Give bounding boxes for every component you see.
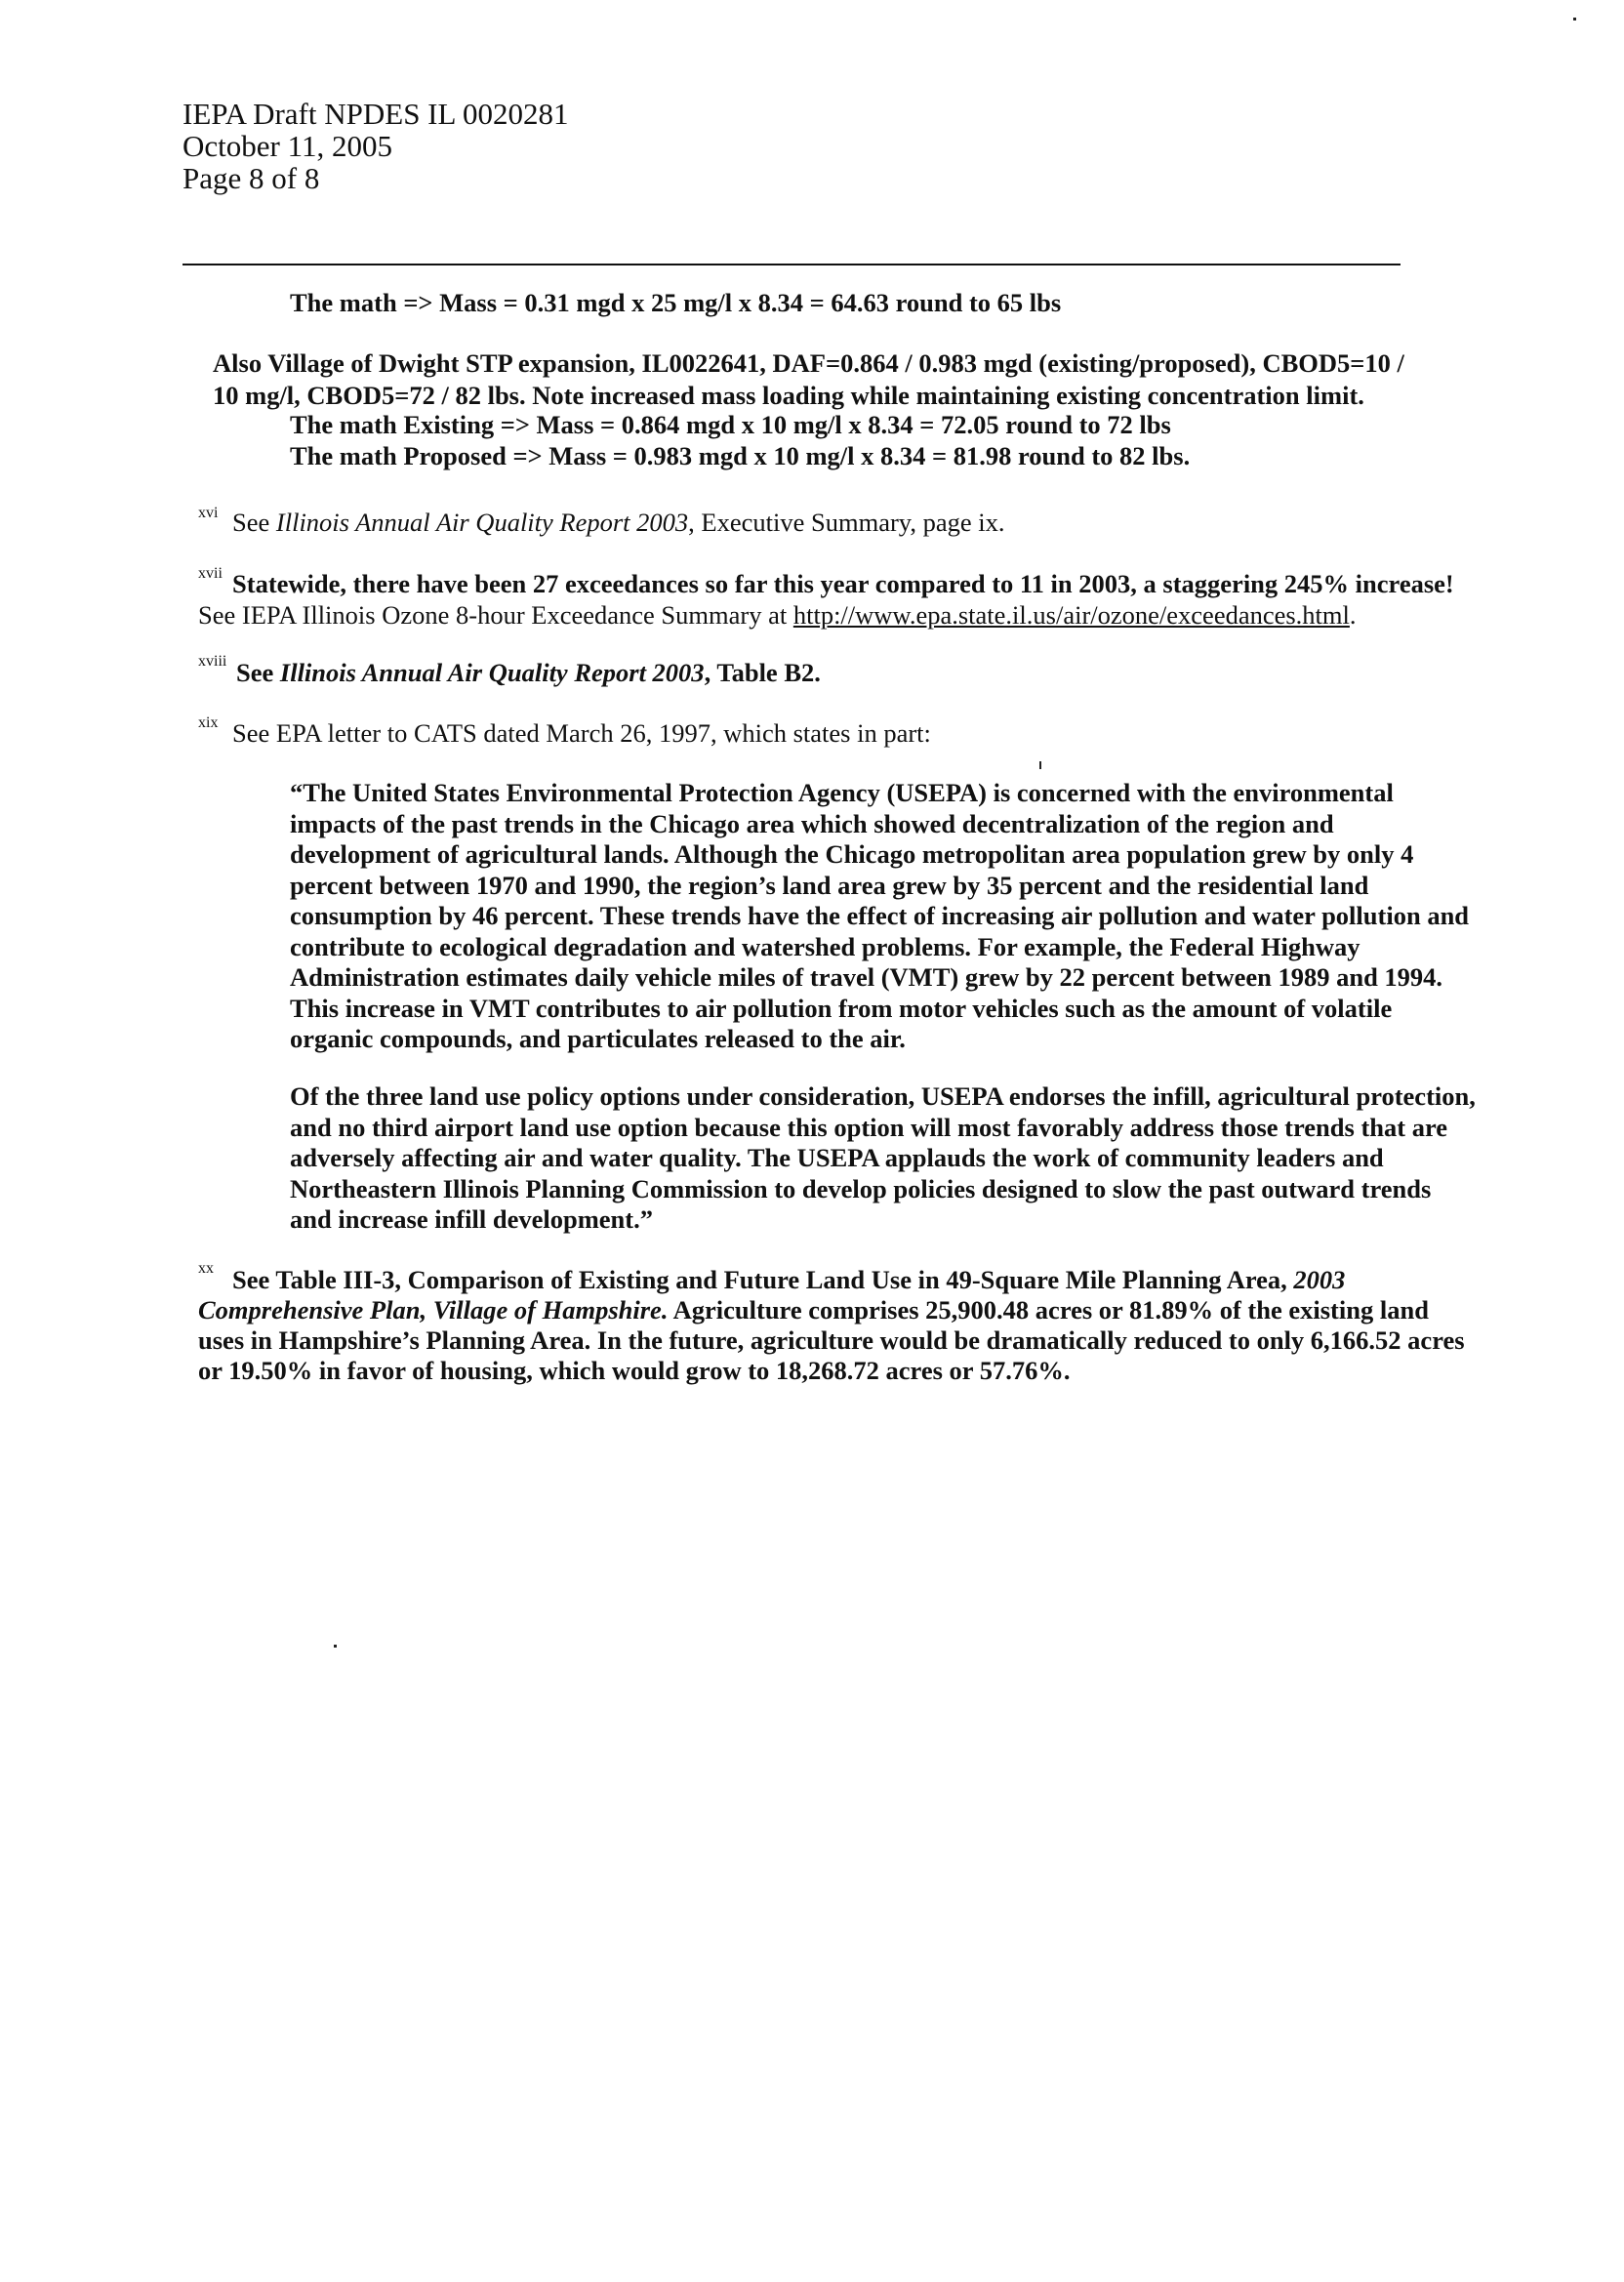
math-mass-calculation: The math => Mass = 0.31 mgd x 25 mg/l x 8.34 = 64.63 round to 65 lbs [290,288,1062,317]
quote-line: adversely affecting air and water quality. The USEPA applauds the work of community leaders and [290,1143,1384,1172]
scan-speck [1573,18,1576,20]
quote-line: Northeastern Illinois Planning Commission to develop policies designed to slow the past outward trends [290,1173,1432,1203]
exceedances-url-link[interactable]: http://www.epa.state.il.us/air/ozone/exceedances.html [792,600,1350,630]
endnote-xviii-prefix: See [236,658,280,687]
endnote-xvii-line-2 [198,600,1357,630]
endnote-xvii-line-2-suffix: . [1349,600,1357,630]
endnote-xix-intro: See EPA letter to CATS dated March 26, 1997, which states in part: [232,718,931,748]
quote-line: “The United States Environmental Protection Agency (USEPA) is concerned with the environmental [290,778,1394,807]
endnote-xviii-title: Illinois Annual Air Quality Report 2003 [279,658,705,687]
endnote-xvi [232,508,1004,537]
quote-line: impacts of the past trends in the Chicago area which showed decentralization of the region and [290,808,1334,838]
endnote-marker-xvii: xvii [198,565,223,582]
endnote-xx-line-4: or 19.50% in favor of housing, which would grow to 18,268.72 acres or 57.76%. [198,1356,1071,1385]
dwight-math-proposed: The math Proposed => Mass = 0.983 mgd x 10 mg/l x 8.34 = 81.98 round to 82 lbs. [290,441,1191,470]
endnote-xviii [236,658,821,687]
document-date: October 11, 2005 [183,129,392,163]
endnote-xx-line-1 [232,1265,1345,1294]
page-header [183,98,569,194]
endnote-xx-line-2-suffix: Agriculture comprises 25,900.48 acres or 81.89% of the existing land [668,1295,1429,1324]
header-divider [183,264,1401,265]
endnote-marker-xviii: xviii [198,653,227,670]
quote-line: and no third airport land use option because this option will most favorably address those trends that are [290,1112,1448,1142]
quote-line: organic compounds, and particulates released to the air. [290,1024,906,1053]
dwight-line-2: 10 mg/l, CBOD5=72 / 82 lbs. Note increased mass loading while maintaining existing concentration limit. [213,381,1364,410]
endnote-xx-line-3: uses in Hampshire’s Planning Area. In the future, agriculture would be dramatically reduced to only 6,166.52 acres [198,1325,1465,1355]
quote-line: consumption by 46 percent. These trends have the effect of increasing air pollution and water pollution and [290,901,1470,930]
endnote-xx-line-1-italic: 2003 [1293,1265,1346,1294]
quote-line: and increase infill development.” [290,1204,653,1234]
quote-line: This increase in VMT contributes to air pollution from motor vehicles such as the amount of volatile [290,993,1393,1023]
endnote-marker-xx: xx [198,1260,214,1277]
endnote-xviii-suffix: , Table B2. [704,658,821,687]
endnote-xx-line-1-prefix: See Table III-3, Comparison of Existing and Future Land Use in 49-Square Mile Planning Area, [232,1265,1294,1294]
dwight-line-1: Also Village of Dwight STP expansion, IL0022641, DAF=0.864 / 0.983 mgd (existing/proposed), CBOD5=10 / [213,348,1404,378]
endnote-xvi-suffix: , Executive Summary, page ix. [688,508,1005,537]
endnote-xx-plan-title: Comprehensive Plan, Village of Hampshire. [198,1295,669,1324]
endnote-xvi-title: Illinois Annual Air Quality Report 2003 [275,508,689,537]
endnote-marker-xix: xix [198,714,219,731]
dwight-math-existing: The math Existing => Mass = 0.864 mgd x 10 mg/l x 8.34 = 72.05 round to 72 lbs [290,410,1171,439]
endnote-xvii-line-1: Statewide, there have been 27 exceedances so far this year compared to 11 in 2003, a staggering 245% increase! [232,569,1454,598]
quote-line: Administration estimates daily vehicle miles of travel (VMT) grew by 22 percent between 1989 and 1994. [290,962,1443,992]
epa-quote-paragraph-2 [290,1081,1476,1236]
document-id: IEPA Draft NPDES IL 0020281 [183,97,569,131]
epa-quote-paragraph-1 [290,778,1469,1055]
quote-line: percent between 1970 and 1990, the region’s land area grew by 35 percent and the residential land [290,870,1369,900]
endnote-marker-xvi: xvi [198,505,219,521]
endnote-xvii-line-2-prefix: See IEPA Illinois Ozone 8-hour Exceedance Summary at [198,600,793,630]
endnote-xx-line-2 [198,1295,1429,1324]
scan-tick [1039,761,1041,769]
page-number: Page 8 of 8 [183,161,320,195]
quote-line: Of the three land use policy options under consideration, USEPA endorses the infill, agricultural protection, [290,1081,1476,1111]
endnote-xvi-prefix: See [232,508,276,537]
scan-speck [334,1645,337,1648]
quote-line: development of agricultural lands. Although the Chicago metropolitan area population grew by only 4 [290,839,1414,869]
quote-line: contribute to ecological degradation and watershed problems. For example, the Federal Highway [290,931,1360,961]
